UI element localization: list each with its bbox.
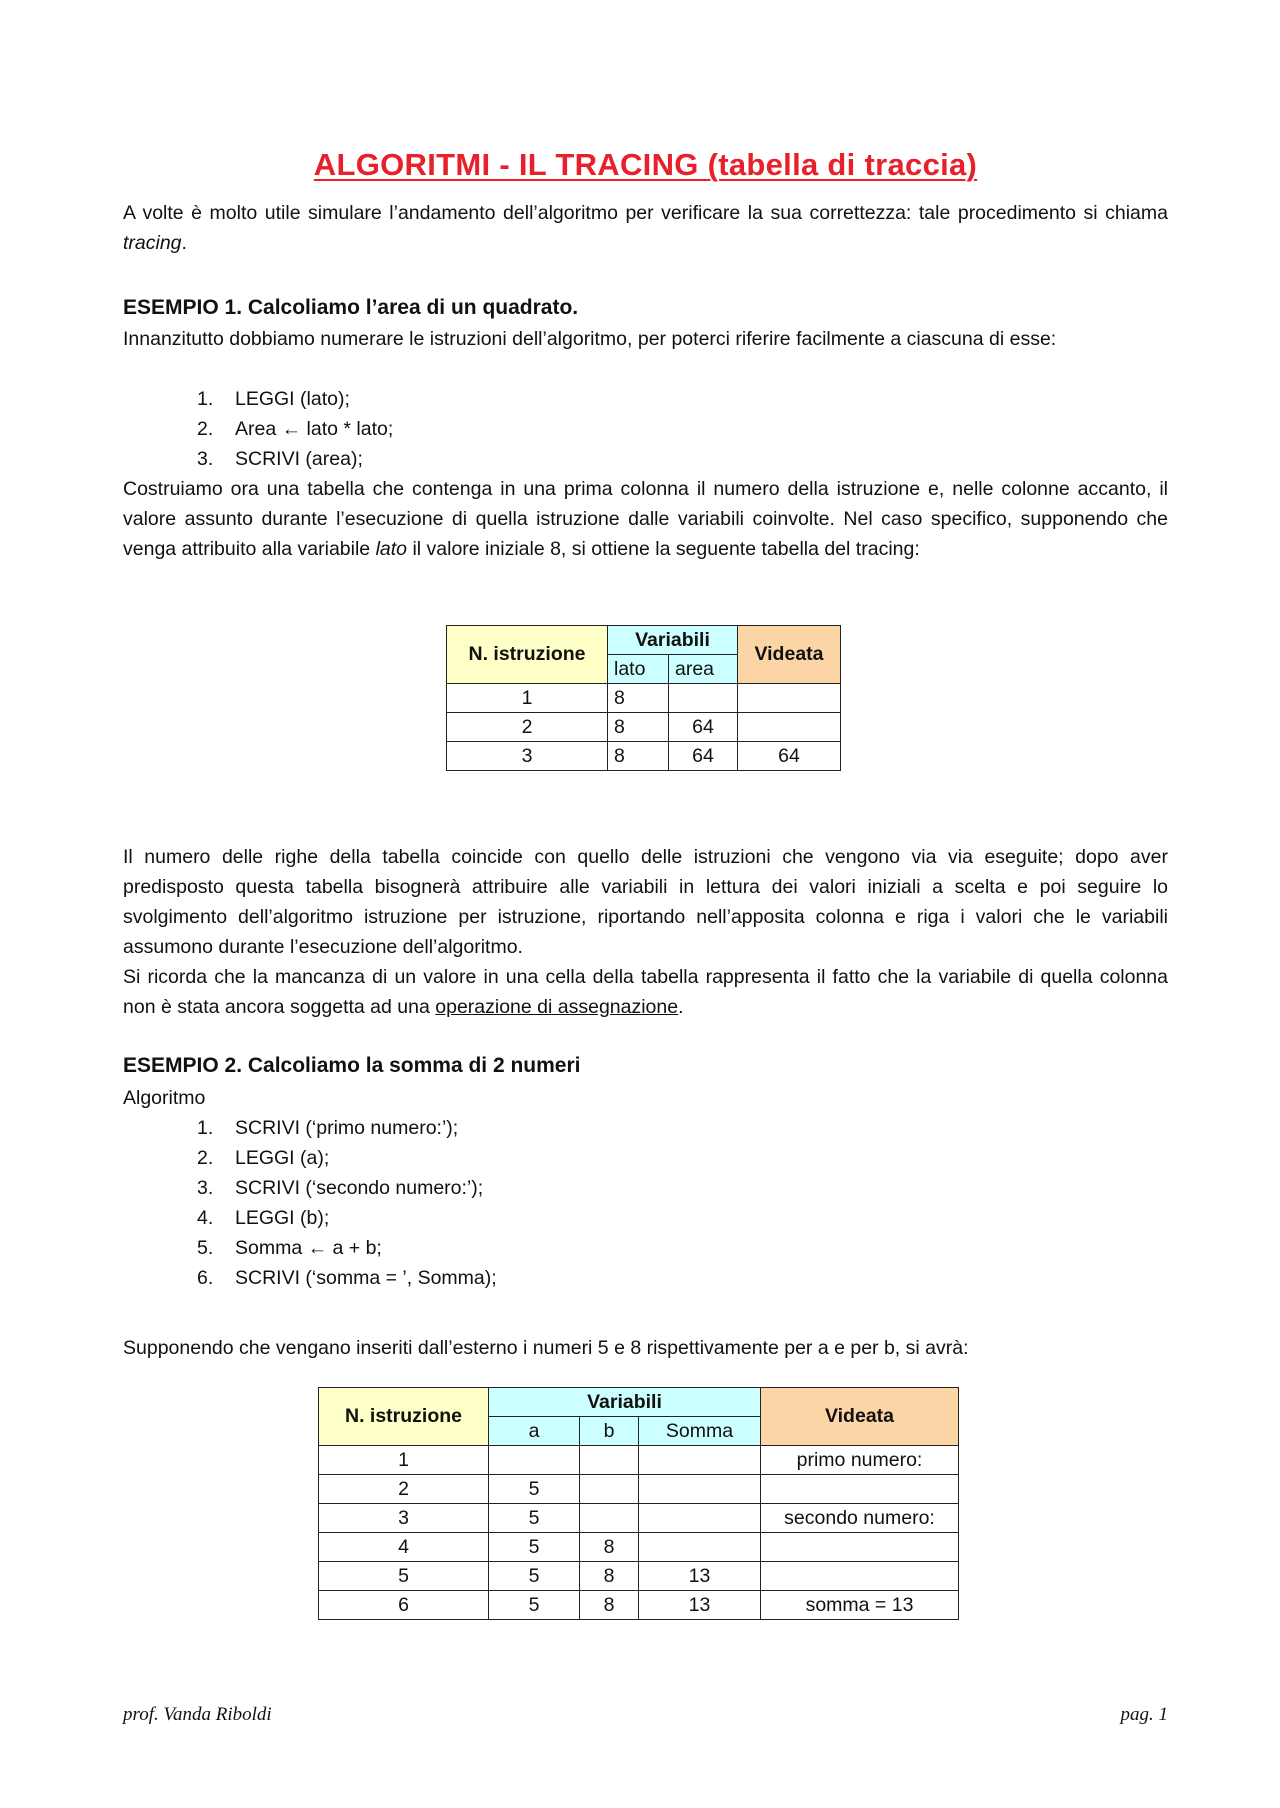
table-cell: 4: [319, 1533, 489, 1562]
step-number: 6.: [197, 1267, 214, 1289]
desc-text-end: il valore iniziale 8, si ottiene la seguente tabella del tracing:: [407, 538, 920, 560]
step-number: 3.: [197, 448, 214, 470]
header-var-somma: Somma: [639, 1417, 761, 1446]
table-row: [319, 1475, 959, 1504]
note-text: Si ricorda che la mancanza di un valore in una cella della tabella rappresenta il fatto che la variabile di quella colonna non è stata ancora soggetta ad una: [123, 966, 1168, 1018]
step-text: SCRIVI (area);: [235, 448, 363, 470]
example1-intro: Innanzitutto dobbiamo numerare le istruzioni dell’algoritmo, per poterci riferire facilmente a ciascuna di esse:: [123, 328, 1057, 350]
table-cell: [580, 1446, 639, 1475]
intro-text: A volte è molto utile simulare l’andamento dell’algoritmo per verificare la sua correttezza: tale procedimento si chiama: [123, 202, 1168, 224]
header-screen: Videata: [761, 1388, 959, 1446]
example1-steps: [197, 384, 393, 474]
trace-table-1: [446, 625, 841, 771]
step-number: 4.: [197, 1207, 214, 1229]
list-item: [197, 1263, 497, 1293]
table-cell: 13: [639, 1562, 761, 1591]
table-cell: 8: [608, 742, 669, 771]
header-screen: Videata: [738, 626, 841, 684]
intro-text-end: .: [181, 232, 187, 254]
table-cell: 2: [319, 1475, 489, 1504]
table-row: [447, 713, 841, 742]
table-row: [319, 1533, 959, 1562]
table-row: [319, 1446, 959, 1475]
table-cell: [738, 684, 841, 713]
table-cell: 5: [319, 1562, 489, 1591]
table-cell: secondo numero:: [761, 1504, 959, 1533]
table-cell: 6: [319, 1591, 489, 1620]
table-row: [319, 1591, 959, 1620]
step-text: LEGGI (a);: [235, 1147, 330, 1169]
step-text: SCRIVI (‘secondo numero:’);: [235, 1177, 484, 1199]
header-var-a: a: [489, 1417, 580, 1446]
intro-term: tracing: [123, 232, 182, 254]
table-cell: 5: [489, 1504, 580, 1533]
step-number: 3.: [197, 1177, 214, 1199]
trace-table-2: [318, 1387, 959, 1620]
table-cell: 1: [447, 684, 608, 713]
list-item: [197, 414, 393, 444]
list-item: [197, 1173, 497, 1203]
table-cell: [639, 1533, 761, 1562]
step-text: Somma ← a + b;: [235, 1237, 382, 1259]
table-cell: primo numero:: [761, 1446, 959, 1475]
table-cell: 5: [489, 1562, 580, 1591]
step-text: Area ← lato * lato;: [235, 418, 394, 440]
header-var-b: b: [580, 1417, 639, 1446]
table-cell: 2: [447, 713, 608, 742]
list-item: [197, 1233, 497, 1263]
assignment-link[interactable]: operazione di assegnazione: [435, 996, 679, 1018]
step-number: 2.: [197, 418, 214, 440]
explanation-paragraph: Il numero delle righe della tabella coincide con quello delle istruzioni che vengono via via eseguite; dopo aver predisposto questa tabella bisognerà attribuire alle variabili in lettura dei valori iniziali a scelta e poi seguire lo svolgimento dell’algoritmo istruzione per istruzione, riportando nell’apposita colonna e riga i valori che le variabili assumono durante l’esecuzione dell’algoritmo.: [123, 846, 1168, 958]
table-cell: 3: [447, 742, 608, 771]
table-cell: somma = 13: [761, 1591, 959, 1620]
footer-page-number: pag. 1: [1120, 1704, 1168, 1725]
step-text: SCRIVI (‘primo numero:’);: [235, 1117, 459, 1139]
table-cell: [639, 1446, 761, 1475]
table-cell: [489, 1446, 580, 1475]
step-text: LEGGI (lato);: [235, 388, 350, 410]
page-title: ALGORITMI - IL TRACING (tabella di traccia): [313, 146, 978, 182]
example2-heading: ESEMPIO 2. Calcoliamo la somma di 2 numeri: [123, 1054, 581, 1077]
list-item: [197, 444, 393, 474]
list-item: [197, 1203, 497, 1233]
table-row: [319, 1504, 959, 1533]
table-cell: 8: [608, 684, 669, 713]
example2-label: Algoritmo: [123, 1087, 206, 1109]
table-cell: [761, 1475, 959, 1504]
table-cell: 64: [669, 742, 738, 771]
note-text-end: .: [678, 996, 684, 1018]
table-cell: 8: [608, 713, 669, 742]
table-cell: [639, 1504, 761, 1533]
step-number: 1.: [197, 388, 214, 410]
example2-description: Supponendo che vengano inseriti dall’esterno i numeri 5 e 8 rispettivamente per a e per b, si avrà:: [123, 1337, 969, 1359]
list-item: [197, 1143, 497, 1173]
step-number: 1.: [197, 1117, 214, 1139]
table-row: [319, 1562, 959, 1591]
step-number: 5.: [197, 1237, 214, 1259]
header-instruction: N. istruzione: [319, 1388, 489, 1446]
table-cell: [761, 1562, 959, 1591]
table-cell: 64: [669, 713, 738, 742]
desc-variable: lato: [375, 538, 408, 560]
table-cell: 64: [738, 742, 841, 771]
step-text: LEGGI (b);: [235, 1207, 330, 1229]
table-cell: 8: [580, 1533, 639, 1562]
table-cell: 8: [580, 1591, 639, 1620]
example1-heading: ESEMPIO 1. Calcoliamo l’area di un quadrato.: [123, 296, 579, 319]
list-item: [197, 1113, 497, 1143]
table-row: [447, 684, 841, 713]
table-cell: [580, 1504, 639, 1533]
desc-text: Costruiamo ora una tabella che contenga in una prima colonna il numero della istruzione e, nelle colonne accanto, il valore assunto durante l’esecuzione di quella istruzione dalle variabili coinvolte. Nel caso specifico, supponendo che venga attribuito alla variabile: [123, 478, 1168, 560]
table-cell: 8: [580, 1562, 639, 1591]
header-var-area: area: [669, 655, 738, 684]
table-cell: [639, 1475, 761, 1504]
table-cell: 5: [489, 1475, 580, 1504]
example2-steps: [197, 1113, 497, 1293]
step-text: SCRIVI (‘somma = ’, Somma);: [235, 1267, 497, 1289]
table-cell: [738, 713, 841, 742]
header-variables: Variabili: [489, 1388, 761, 1417]
header-var-lato: lato: [608, 655, 669, 684]
table-cell: [580, 1475, 639, 1504]
table-cell: [669, 684, 738, 713]
step-number: 2.: [197, 1147, 214, 1169]
example1-description: [123, 474, 1168, 564]
footer-author: prof. Vanda Riboldi: [123, 1704, 272, 1725]
table-cell: 1: [319, 1446, 489, 1475]
table-cell: 13: [639, 1591, 761, 1620]
table-cell: 5: [489, 1591, 580, 1620]
table-cell: 5: [489, 1533, 580, 1562]
table-row: [447, 742, 841, 771]
header-instruction: N. istruzione: [447, 626, 608, 684]
table-cell: [761, 1533, 959, 1562]
table-cell: 3: [319, 1504, 489, 1533]
note-paragraph: [123, 962, 1168, 1022]
intro-paragraph: [123, 198, 1168, 258]
header-variables: Variabili: [608, 626, 738, 655]
list-item: [197, 384, 393, 414]
